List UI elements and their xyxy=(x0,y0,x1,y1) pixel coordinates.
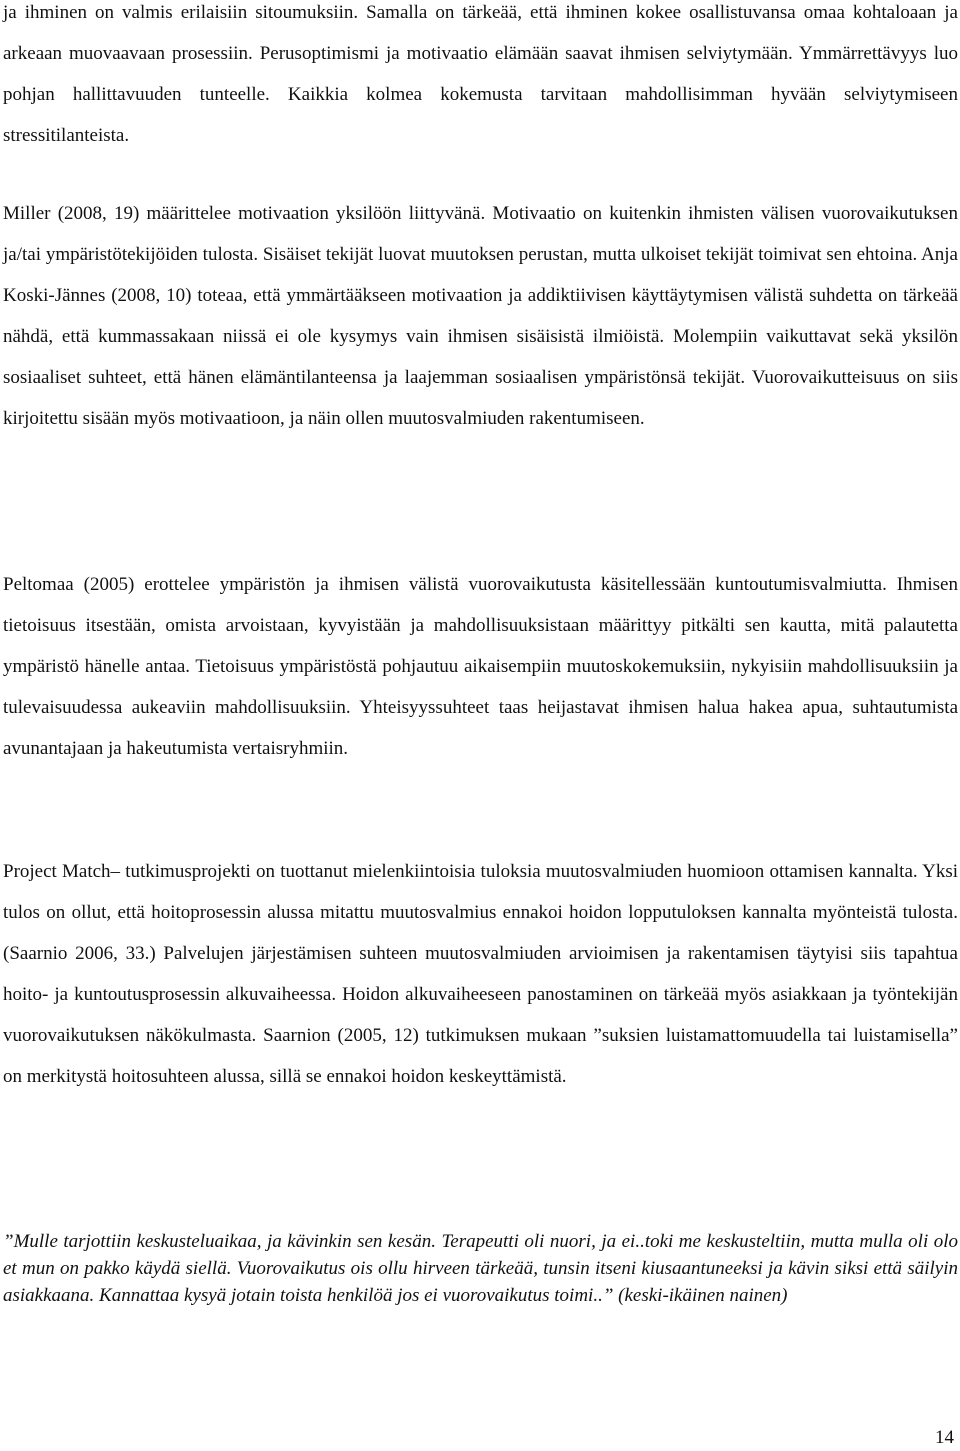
paragraph-project-match: Project Match– tutkimusprojekti on tuottanut mielenkiintoisia tuloksia muutosvalmiuden huomioon ottamisen kannalta. Yksi tulos on ollut, että hoitoprosessin alussa mitattu muutosvalmius ennakoi hoidon lopputuloksen kannalta myönteistä tulosta. (Saarnio 2006, 33.) Palvelujen järjestämisen suhteen muutosvalmiuden arvioimisen ja rakentamisen täytyisi siis tapahtua hoito- ja kuntoutusprosessin alkuvaiheessa. Hoidon alkuvaiheeseen panostaminen on tärkeää myös asiakkaan ja työntekijän vuorovaikutuksen näkökulmasta. Saarnion (2005, 12) tutkimuksen mukaan ”suksien luistamattomuudella tai luistamisella” on merkitystä hoitosuhteen alussa, sillä se ennakoi hoidon keskeyttämistä. xyxy=(3,861,958,1087)
page-number: 14 xyxy=(935,1427,954,1448)
paragraph-miller-motivation: Miller (2008, 19) määrittelee motivaation yksilöön liittyvänä. Motivaatio on kuitenkin ihmisten välisen vuorovaikutuksen ja/tai ympäristötekijöiden tulosta. Sisäiset tekijät luovat muutoksen perustan, mutta ulkoiset tekijät toimivat sen ehtoina. Anja Koski-Jännes (2008, 10) toteaa, että ymmärtääkseen motivaation ja addiktiivisen käyttäytymisen välistä suhdetta on tärkeää nähdä, että kummassakaan niissä ei ole kysymys vain ihmisen sisäisistä ilmiöistä. Molempiin vaikuttavat sekä yksilön sosiaaliset suhteet, että hänen elämäntilanteensa ja laajemman sosiaalisen ympäristönsä tekijät. Vuorovaikutteisuus on siis kirjoitettu sisään myös motivaatioon, ja näin ollen muutosvalmiuden rakentumiseen. xyxy=(3,203,958,429)
paragraph-survival-motivation: ja ihminen on valmis erilaisiin sitoumuksiin. Samalla on tärkeää, että ihminen kokee osallistuvansa omaa kohtaloaan ja arkeaan muovaavaan prosessiin. Perusoptimismi ja motivaatio elämään saavat ihmisen selviytymään. Ymmärrettävyys luo pohjan hallittavuuden tunteelle. Kaikkia kolmea kokemusta tarvitaan mahdollisimman hyvään selviytymiseen stressitilanteista. xyxy=(3,2,958,146)
paragraph-peltomaa-interaction: Peltomaa (2005) erottelee ympäristön ja ihmisen välistä vuorovaikutusta käsitellessään kuntoutumisvalmiutta. Ihmisen tietoisuus itsestään, omista arvoistaan, kyvyistään ja mahdollisuuksistaan määrittyy pitkälti sen kautta, mitä palautetta ympäristö hänelle antaa. Tietoisuus ympäristöstä pohjautuu aikaisempiin muutoskokemuksiin, nykyisiin mahdollisuuksiin ja tulevaisuudessa aukeaviin mahdollisuuksiin. Yhteisyyssuhteet taas heijastavat ihmisen halua hakea apua, suhtautumista avunantajaan ja hakeutumista vertaisryhmiin. xyxy=(3,574,958,759)
interview-quote: ”Mulle tarjottiin keskusteluaikaa, ja kävinkin sen kesän. Terapeutti oli nuori, ja ei..toki me keskusteltiin, mutta mulla oli olo et mun on pakko käydä siellä. Vuorovaikutus ois ollu hirveen tärkeää, tunsin itseni kiusaantuneeksi ja kävin siksi että säilyin asiakkaana. Kannattaa kysyä jotain toista henkilöä jos ei vuorovaikutus toimi..” (keski-ikäinen nainen) xyxy=(3,1231,958,1306)
